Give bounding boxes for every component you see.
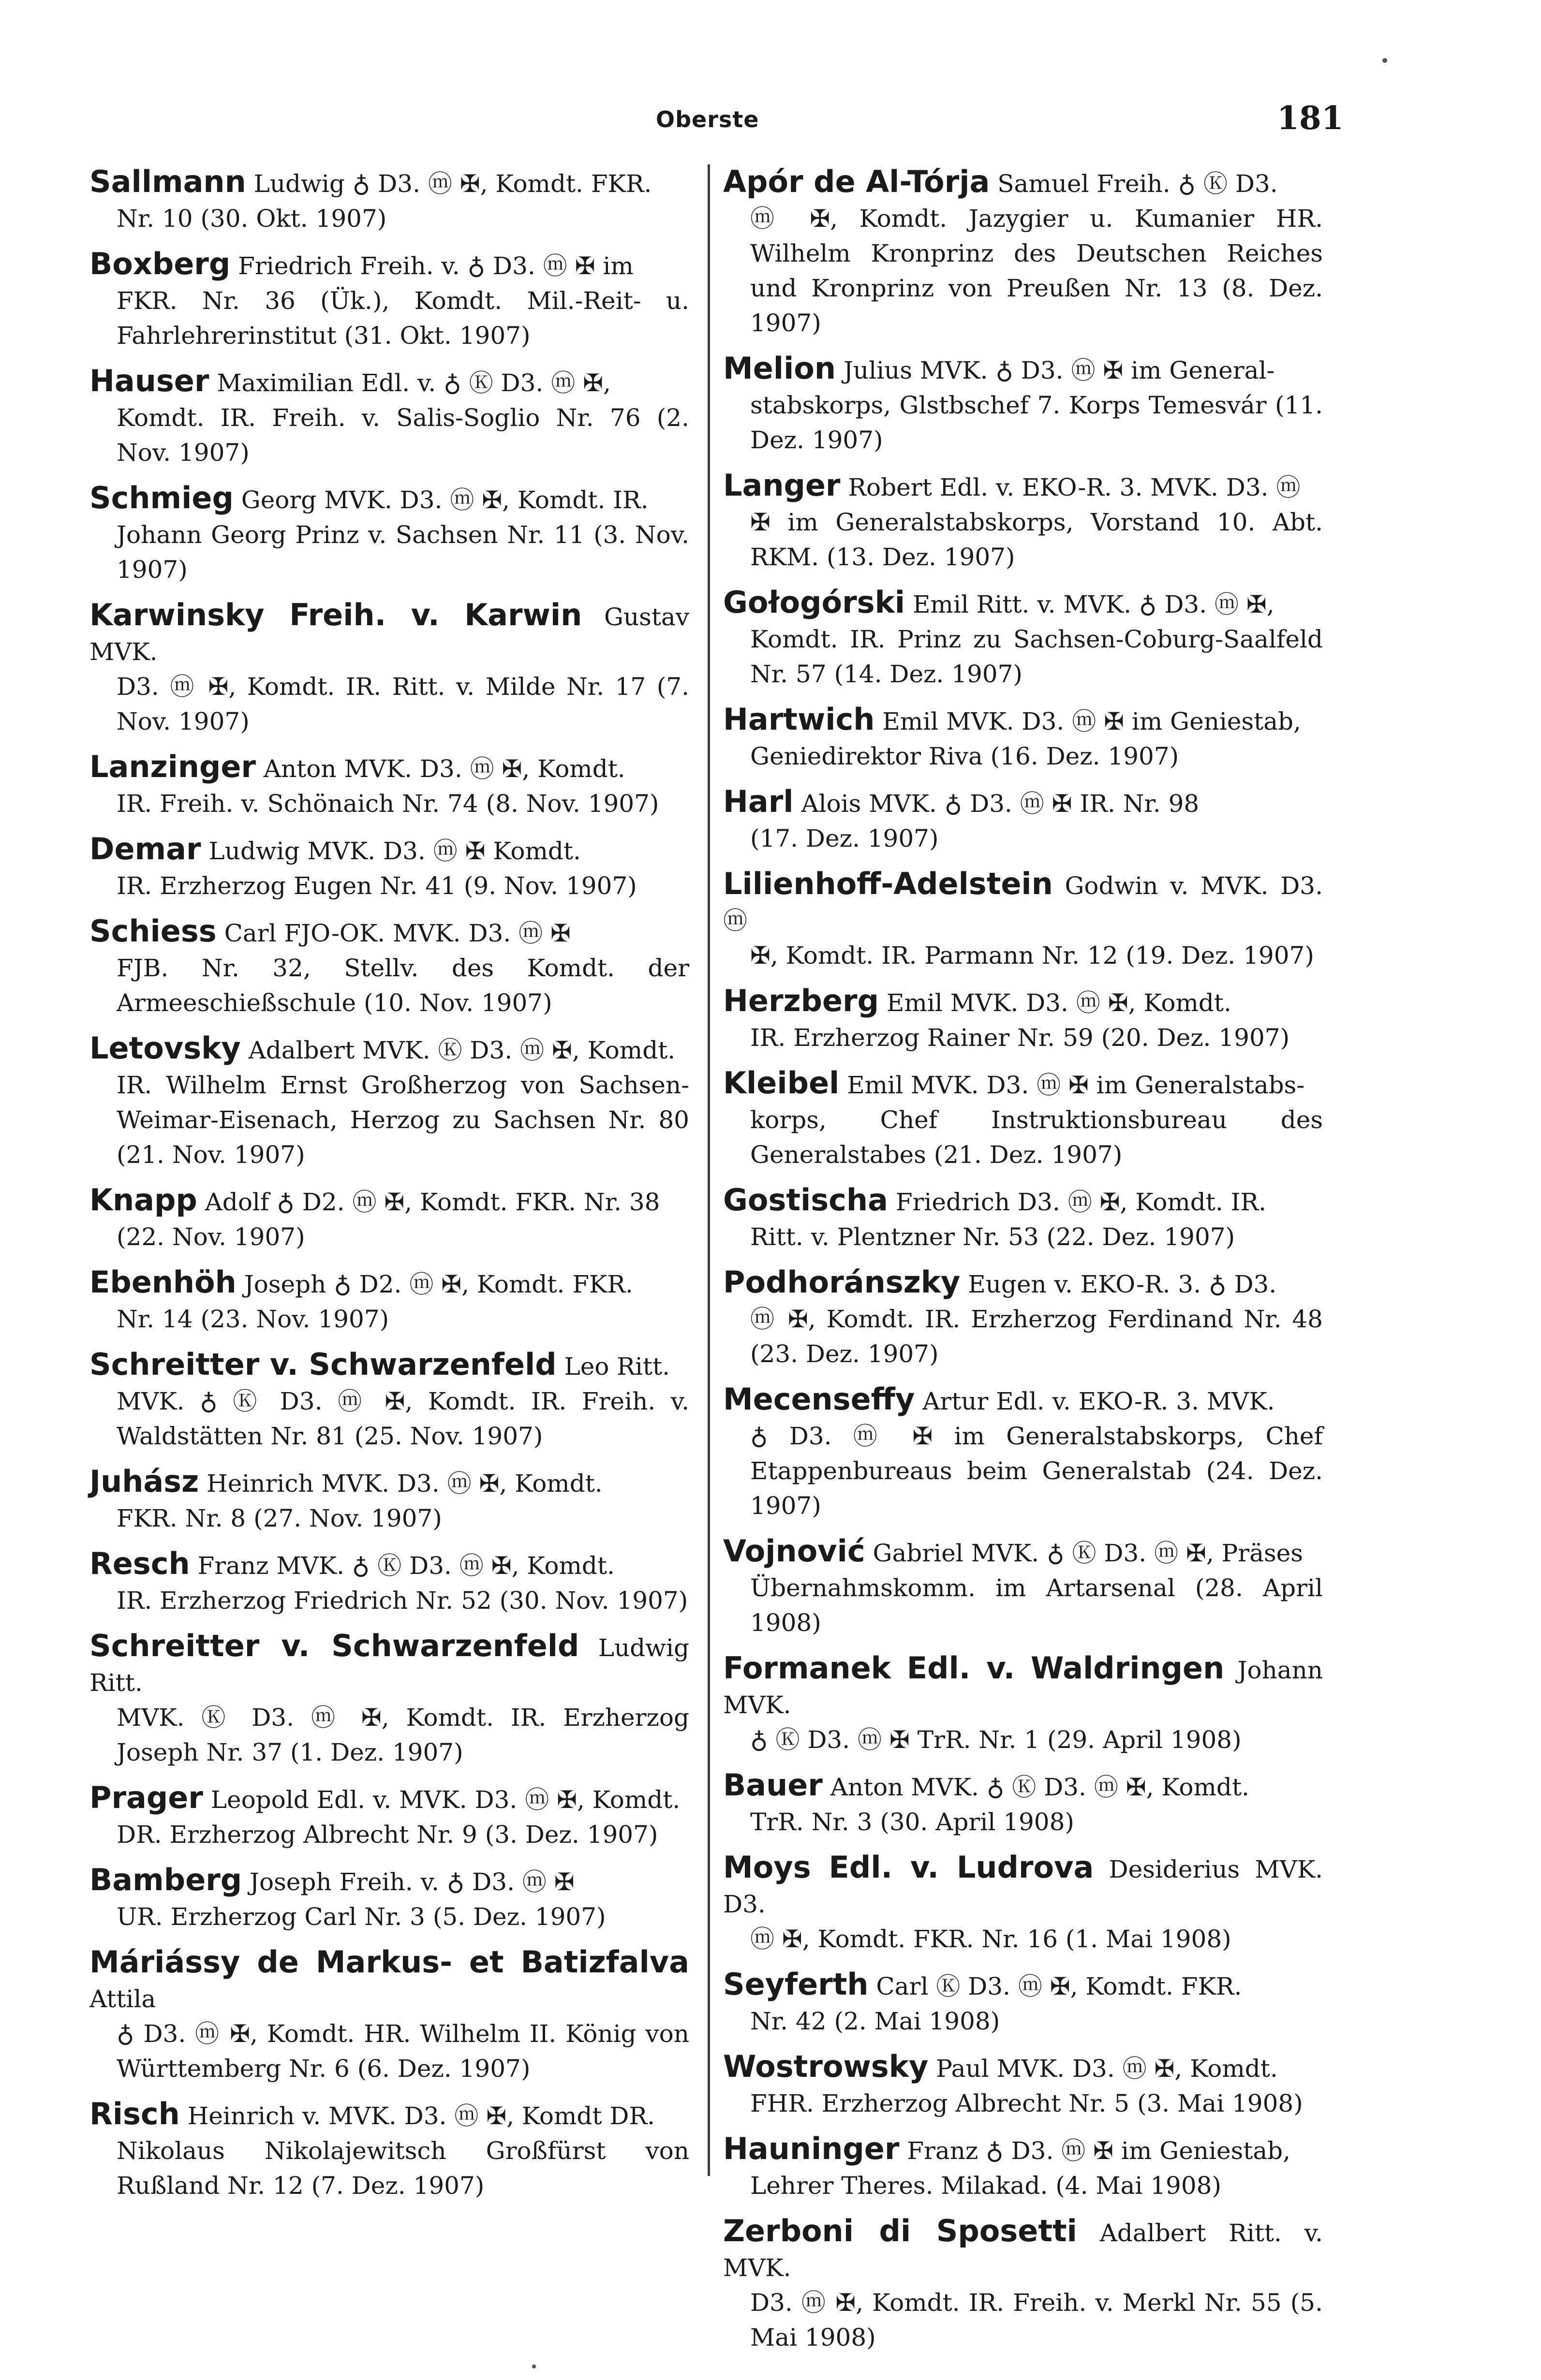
- entry-first-line: Heinrich MVK. D3. ⓜ ✠, Komdt.: [207, 1469, 603, 1498]
- list-entry: [723, 1850, 1323, 1956]
- entry-name: Letovsky: [89, 1030, 241, 1066]
- entry-first-line: Ludwig ♁ D3. ⓜ ✠, Komdt. FKR.: [253, 170, 652, 198]
- scan-speck: [532, 2365, 536, 2368]
- entry-name: Formanek Edl. v. Waldringen: [723, 1650, 1225, 1686]
- entry-name: Máriássy de Markus- et Batizfalva: [89, 1944, 689, 1980]
- entry-name: Seyferth: [723, 1967, 869, 2002]
- entry-first-line: Johann MVK.: [723, 1656, 1323, 1719]
- entry-name: Harl: [723, 784, 794, 819]
- entry-continuation: D3. ⓜ ✠, Komdt. IR. Ritt. v. Milde Nr. 17 (7. Nov. 1907): [117, 673, 689, 735]
- entry-first-line: Carl FJO-OK. MVK. D3. ⓜ ✠: [224, 919, 571, 947]
- list-entry: [723, 1183, 1323, 1254]
- entry-first-line: Emil MVK. D3. ⓜ ✠ im Geniestab,: [882, 707, 1301, 735]
- entry-continuation: Geniedirektor Riva (16. Dez. 1907): [750, 742, 1179, 770]
- entry-first-line: Ludwig MVK. D3. ⓜ ✠ Komdt.: [208, 837, 581, 865]
- entry-continuation: Übernahmskomm. im Artarsenal (28. April 1908): [750, 1574, 1323, 1637]
- entry-first-line: Anton MVK. ♁ Ⓚ D3. ⓜ ✠, Komdt.: [830, 1773, 1249, 1801]
- entry-name: Zerboni di Sposetti: [723, 2213, 1077, 2248]
- entry-first-line: Franz MVK. ♁ Ⓚ D3. ⓜ ✠, Komdt.: [197, 1552, 615, 1580]
- entry-continuation: FHR. Erzherzog Albrecht Nr. 5 (3. Mai 1908): [750, 2089, 1303, 2117]
- list-entry: [89, 1183, 689, 1254]
- list-entry: [723, 585, 1323, 691]
- entry-first-line: Gustav MVK.: [89, 603, 689, 666]
- list-entry: [89, 1780, 689, 1852]
- list-entry: [89, 1863, 689, 1934]
- entry-name: Wostrowsky: [723, 2049, 929, 2084]
- entry-continuation: FKR. Nr. 36 (Ük.), Komdt. Mil.-Reit- u. Fahrlehrerinstitut (31. Okt. 1907): [117, 287, 689, 350]
- entry-continuation: ♁ D3. ⓜ ✠ im Generalstabskorps, Chef Etappenbureaus beim Generalstab (24. Dez. 1907): [750, 1422, 1323, 1520]
- list-entry: [723, 1534, 1323, 1640]
- list-entry: [89, 914, 689, 1020]
- entry-name: Resch: [89, 1546, 190, 1581]
- entry-name: Schreitter v. Schwarzenfeld: [89, 1628, 579, 1663]
- list-entry: [89, 1546, 689, 1618]
- entry-continuation: ⓜ ✠, Komdt. Jazygier u. Kumanier HR. Wilhelm Kronprinz des Deutschen Reiches und Kronprinz von Preußen Nr. 13 (8. Dez. 1907): [750, 205, 1323, 337]
- entry-first-line: Paul MVK. D3. ⓜ ✠, Komdt.: [936, 2055, 1278, 2083]
- entry-continuation: DR. Erzherzog Albrecht Nr. 9 (3. Dez. 1907): [117, 1821, 658, 1849]
- entry-continuation: Komdt. IR. Prinz zu Sachsen-Coburg-Saalfeld Nr. 57 (14. Dez. 1907): [750, 625, 1323, 688]
- entry-first-line: Emil Ritt. v. MVK. ♁ D3. ⓜ ✠,: [912, 590, 1274, 618]
- entry-name: Lanzinger: [89, 749, 256, 784]
- entry-name: Melion: [723, 351, 836, 386]
- entry-continuation: Nr. 10 (30. Okt. 1907): [117, 205, 387, 233]
- list-entry: [89, 364, 689, 470]
- entry-continuation: korps, Chef Instruktionsbureau des Generalstabes (21. Dez. 1907): [750, 1106, 1323, 1169]
- entry-continuation: D3. ⓜ ✠, Komdt. IR. Freih. v. Merkl Nr. 55 (5. Mai 1908): [750, 2289, 1323, 2351]
- entry-first-line: Franz ♁ D3. ⓜ ✠ im Geniestab,: [907, 2137, 1291, 2165]
- entry-continuation: IR. Wilhelm Ernst Großherzog von Sachsen-Weimar-Eisenach, Herzog zu Sachsen Nr. 80 (21. Nov. 1907): [117, 1071, 689, 1169]
- entry-name: Apór de Al-Tórja: [723, 164, 990, 199]
- entry-name: Herzberg: [723, 983, 879, 1018]
- entry-continuation: ⓜ ✠, Komdt. IR. Erzherzog Ferdinand Nr. 48 (23. Dez. 1907): [750, 1305, 1323, 1368]
- entry-continuation: Komdt. IR. Freih. v. Salis-Soglio Nr. 76 (2. Nov. 1907): [117, 404, 689, 467]
- entry-continuation: IR. Erzherzog Rainer Nr. 59 (20. Dez. 1907): [750, 1024, 1290, 1052]
- entry-name: Gostischa: [723, 1182, 888, 1218]
- entry-name: Knapp: [89, 1182, 197, 1218]
- entry-continuation: ♁ Ⓚ D3. ⓜ ✠ TrR. Nr. 1 (29. April 1908): [750, 1726, 1242, 1754]
- entry-name: Lilienhoff-Adelstein: [723, 866, 1053, 901]
- entry-continuation: (22. Nov. 1907): [117, 1223, 305, 1251]
- list-entry: [89, 481, 689, 587]
- entry-continuation: Nr. 42 (2. Mai 1908): [750, 2007, 1000, 2035]
- entry-name: Demar: [89, 831, 201, 867]
- entry-first-line: Joseph Freih. v. ♁ D3. ⓜ ✠: [250, 1868, 575, 1896]
- entry-first-line: Adalbert Ritt. v. MVK.: [723, 2219, 1323, 2282]
- entry-continuation: TrR. Nr. 3 (30. April 1908): [750, 1808, 1074, 1836]
- entry-continuation: Johann Georg Prinz v. Sachsen Nr. 11 (3. Nov. 1907): [117, 521, 689, 584]
- entry-name: Karwinsky Freih. v. Karwin: [89, 597, 582, 632]
- entry-continuation: UR. Erzherzog Carl Nr. 3 (5. Dez. 1907): [117, 1903, 606, 1931]
- entry-name: Hartwich: [723, 702, 875, 737]
- entry-first-line: Attila: [89, 1985, 156, 2013]
- page-number: 181: [1277, 99, 1344, 137]
- entry-first-line: Alois MVK. ♁ D3. ⓜ ✠ IR. Nr. 98: [801, 790, 1200, 818]
- list-entry: [89, 1464, 689, 1536]
- entry-name: Mecenseffy: [723, 1381, 915, 1417]
- left-column: [89, 164, 689, 2214]
- entry-name: Kleibel: [723, 1065, 840, 1101]
- entry-name: Schreitter v. Schwarzenfeld: [89, 1347, 557, 1382]
- entry-first-line: Anton MVK. D3. ⓜ ✠, Komdt.: [263, 755, 625, 783]
- entry-name: Ebenhöh: [89, 1264, 237, 1300]
- entry-first-line: Samuel Freih. ♁ Ⓚ D3.: [997, 170, 1278, 198]
- entry-name: Hauninger: [723, 2131, 900, 2166]
- entry-continuation: Ritt. v. Plentzner Nr. 53 (22. Dez. 1907): [750, 1223, 1235, 1251]
- entry-first-line: Georg MVK. D3. ⓜ ✠, Komdt. IR.: [241, 486, 649, 514]
- entry-continuation: FKR. Nr. 8 (27. Nov. 1907): [117, 1504, 442, 1532]
- list-entry: [723, 702, 1323, 774]
- list-entry: [89, 1265, 689, 1337]
- list-entry: [89, 1629, 689, 1770]
- list-entry: [723, 164, 1323, 340]
- entry-name: Schmieg: [89, 480, 234, 515]
- list-entry: [723, 1967, 1323, 2039]
- entry-first-line: Ludwig Ritt.: [89, 1634, 689, 1697]
- list-entry: [723, 2131, 1323, 2203]
- list-entry: [89, 832, 689, 903]
- entry-name: Bauer: [723, 1767, 823, 1803]
- entry-first-line: Carl Ⓚ D3. ⓜ ✠, Komdt. FKR.: [876, 1972, 1242, 2000]
- entry-name: Langer: [723, 468, 841, 503]
- entry-first-line: Friedrich Freih. v. ♁ D3. ⓜ ✠ im: [238, 252, 634, 280]
- list-entry: [89, 598, 689, 739]
- entry-first-line: Leopold Edl. v. MVK. D3. ⓜ ✠, Komdt.: [210, 1786, 681, 1814]
- entry-continuation: Nr. 14 (23. Nov. 1907): [117, 1305, 389, 1333]
- entry-first-line: Joseph ♁ D2. ⓜ ✠, Komdt. FKR.: [244, 1270, 633, 1298]
- entry-first-line: Gabriel MVK. ♁ Ⓚ D3. ⓜ ✠, Präses: [873, 1539, 1303, 1567]
- entry-first-line: Friedrich D3. ⓜ ✠, Komdt. IR.: [895, 1188, 1266, 1216]
- entry-continuation: Lehrer Theres. Milakad. (4. Mai 1908): [750, 2172, 1221, 2200]
- entry-name: Schiess: [89, 913, 217, 949]
- entry-first-line: Emil MVK. D3. ⓜ ✠, Komdt.: [886, 989, 1231, 1017]
- list-entry: [723, 1265, 1323, 1371]
- entry-first-line: Adolf ♁ D2. ⓜ ✠, Komdt. FKR. Nr. 38: [205, 1188, 660, 1216]
- running-header-title: Oberste: [656, 106, 759, 132]
- entry-first-line: Eugen v. EKO-R. 3. ♁ D3.: [968, 1270, 1277, 1298]
- list-entry: [723, 1382, 1323, 1523]
- list-entry: [89, 1031, 689, 1172]
- entry-first-line: Julius MVK. ♁ D3. ⓜ ✠ im General-: [843, 356, 1275, 384]
- list-entry: [723, 2049, 1323, 2121]
- entry-first-line: Maximilian Edl. v. ♁ Ⓚ D3. ⓜ ✠,: [217, 369, 611, 397]
- entry-continuation: MVK. ♁ Ⓚ D3. ⓜ ✠, Komdt. IR. Freih. v. Waldstätten Nr. 81 (25. Nov. 1907): [117, 1387, 689, 1450]
- entry-name: Juhász: [89, 1464, 199, 1499]
- list-entry: [89, 2097, 689, 2203]
- list-entry: [89, 749, 689, 821]
- scan-speck: [1382, 58, 1387, 63]
- entry-name: Bamberg: [89, 1862, 242, 1897]
- entry-continuation: Nikolaus Nikolajewitsch Großfürst von Rußland Nr. 12 (7. Dez. 1907): [117, 2137, 689, 2200]
- list-entry: [723, 468, 1323, 574]
- right-column: [723, 164, 1323, 2365]
- entry-name: Podhoránszky: [723, 1264, 961, 1300]
- entry-name: Prager: [89, 1780, 203, 1815]
- list-entry: [723, 984, 1323, 1055]
- list-entry: [89, 164, 689, 236]
- entry-continuation: ♁ D3. ⓜ ✠, Komdt. HR. Wilhelm II. König von Württemberg Nr. 6 (6. Dez. 1907): [117, 2020, 689, 2083]
- list-entry: [723, 1066, 1323, 1172]
- entry-name: Vojnović: [723, 1533, 865, 1569]
- entry-name: Boxberg: [89, 246, 231, 281]
- list-entry: [89, 1945, 689, 2086]
- entry-first-line: Heinrich v. MVK. D3. ⓜ ✠, Komdt DR.: [187, 2102, 655, 2130]
- column-divider: [708, 164, 710, 2176]
- entry-continuation: MVK. Ⓚ D3. ⓜ ✠, Komdt. IR. Erzherzog Joseph Nr. 37 (1. Dez. 1907): [117, 1704, 689, 1766]
- entry-first-line: Emil MVK. D3. ⓜ ✠ im Generalstabs-: [847, 1071, 1305, 1099]
- entry-continuation: IR. Erzherzog Eugen Nr. 41 (9. Nov. 1907): [117, 872, 637, 900]
- entry-name: Hauser: [89, 363, 209, 398]
- entry-first-line: Robert Edl. v. EKO-R. 3. MVK. D3. ⓜ: [848, 473, 1301, 501]
- list-entry: [723, 1768, 1323, 1839]
- entry-continuation: ✠ im Generalstabskorps, Vorstand 10. Abt. RKM. (13. Dez. 1907): [750, 508, 1323, 571]
- entry-name: Risch: [89, 2096, 180, 2131]
- entry-name: Moys Edl. v. Ludrova: [723, 1850, 1094, 1885]
- entry-continuation: ⓜ ✠, Komdt. FKR. Nr. 16 (1. Mai 1908): [750, 1925, 1231, 1953]
- entry-continuation: stabskorps, Glstbschef 7. Korps Temesvár (11. Dez. 1907): [750, 391, 1323, 454]
- entry-first-line: Godwin v. MVK. D3. ⓜ: [723, 872, 1323, 935]
- entry-continuation: IR. Freih. v. Schönaich Nr. 74 (8. Nov. 1907): [117, 790, 659, 818]
- list-entry: [723, 351, 1323, 457]
- entry-continuation: ✠, Komdt. IR. Parmann Nr. 12 (19. Dez. 1907): [750, 941, 1314, 970]
- list-entry: [89, 1347, 689, 1454]
- list-entry: [89, 247, 689, 353]
- entry-first-line: Desiderius MVK. D3.: [723, 1855, 1323, 1918]
- entry-name: Gołogórski: [723, 585, 905, 620]
- entry-first-line: Leo Ritt.: [564, 1352, 670, 1381]
- entry-name: Sallmann: [89, 164, 246, 199]
- entry-first-line: Adalbert MVK. Ⓚ D3. ⓜ ✠, Komdt.: [248, 1036, 676, 1064]
- list-entry: [723, 867, 1323, 973]
- list-entry: [723, 2214, 1323, 2355]
- list-entry: [723, 1651, 1323, 1757]
- entry-first-line: Artur Edl. v. EKO-R. 3. MVK.: [922, 1387, 1275, 1415]
- list-entry: [723, 784, 1323, 856]
- entry-continuation: (17. Dez. 1907): [750, 824, 939, 852]
- entry-continuation: IR. Erzherzog Friedrich Nr. 52 (30. Nov. 1907): [117, 1587, 688, 1615]
- entry-continuation: FJB. Nr. 32, Stellv. des Komdt. der Armeeschießschule (10. Nov. 1907): [117, 954, 689, 1017]
